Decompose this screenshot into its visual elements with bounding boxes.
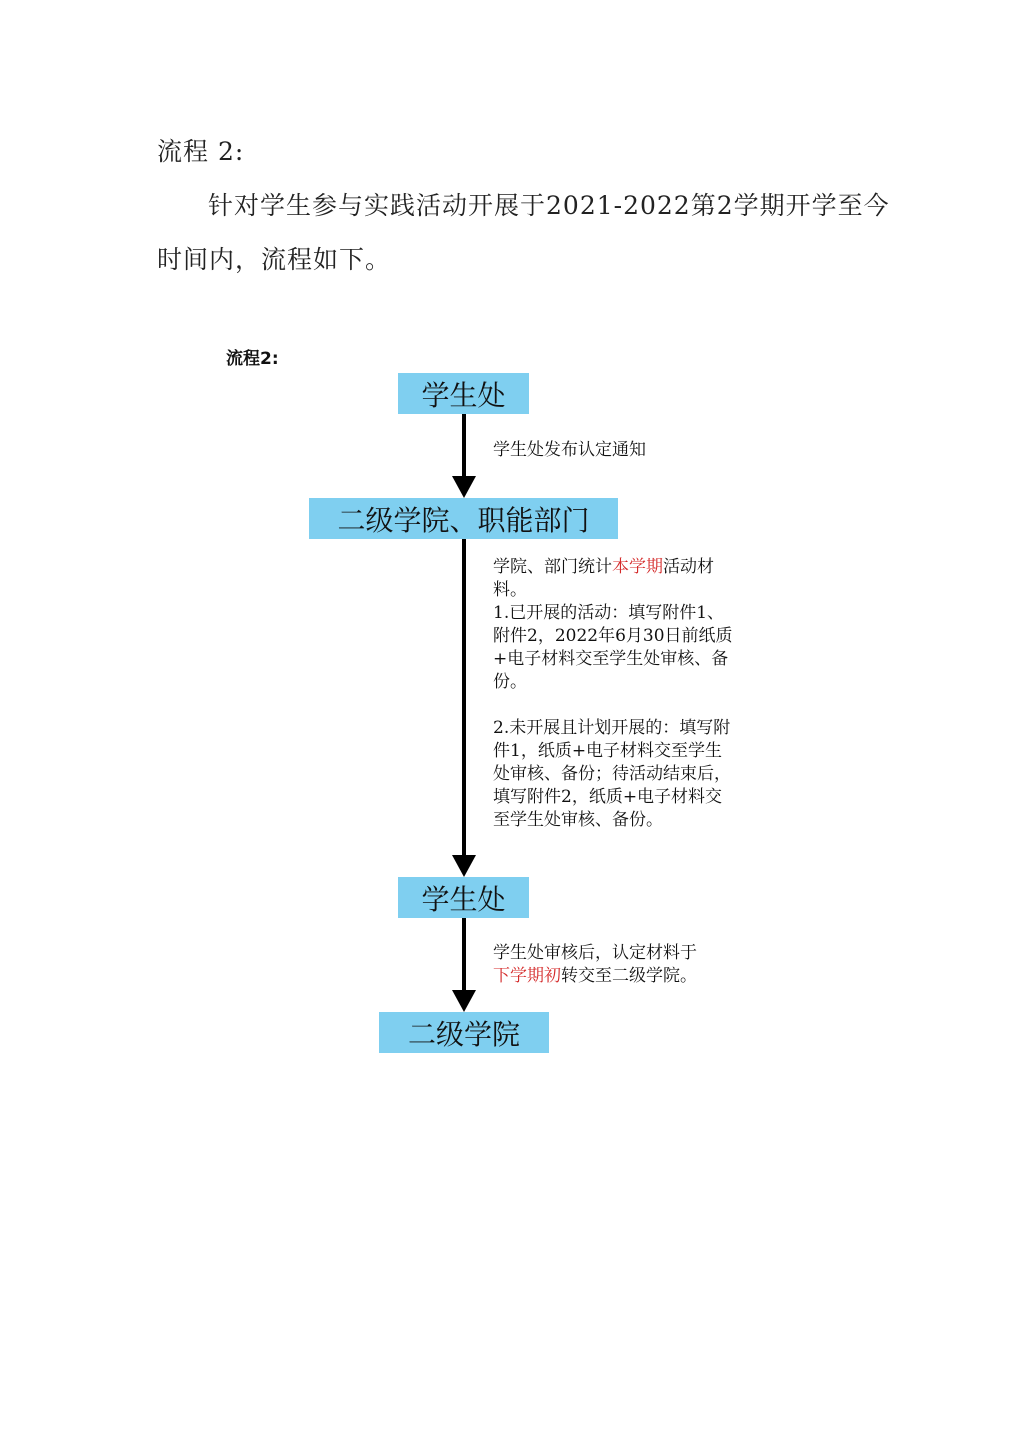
step-2-intro-pre: 学院、部门统计 [493, 557, 612, 577]
step-3-line-1: 学生处审核后，认定材料于 [493, 943, 697, 963]
arrow-3 [452, 918, 476, 1012]
paragraph-line-2: 时间内，流程如下。 [157, 245, 392, 274]
step-2-note [493, 556, 738, 832]
node-college-departments: 二级学院、职能部门 [309, 498, 618, 539]
step-3-highlight: 下学期初 [493, 966, 561, 986]
flowchart-label: 流程2: [226, 349, 279, 369]
step-2-intro-post: 活动材料。 [493, 557, 714, 600]
arrow-1 [452, 414, 476, 498]
node-student-office-2: 学生处 [398, 877, 529, 918]
node-student-office-1: 学生处 [398, 373, 529, 414]
step-2-item-1: 1.已开展的活动：填写附件1、附件2，2022年6月30日前纸质+电子材料交至学生处审核、备份。 [493, 603, 733, 692]
step-1-note: 学生处发布认定通知 [493, 440, 646, 460]
step-2-intro-highlight: 本学期 [612, 557, 663, 577]
section-heading: 流程 2: [157, 137, 245, 166]
arrow-2 [452, 539, 476, 877]
step-3-post: 转交至二级学院。 [561, 966, 697, 986]
node-secondary-college: 二级学院 [379, 1012, 549, 1053]
step-2-item-2: 2.未开展且计划开展的：填写附件1，纸质+电子材料交至学生处审核、备份；待活动结束后，填写附件2，纸质+电子材料交至学生处审核、备份。 [493, 718, 731, 830]
step-3-note [493, 942, 697, 988]
paragraph-line-1: 针对学生参与实践活动开展于2021-2022第2学期开学至今 [208, 191, 890, 220]
